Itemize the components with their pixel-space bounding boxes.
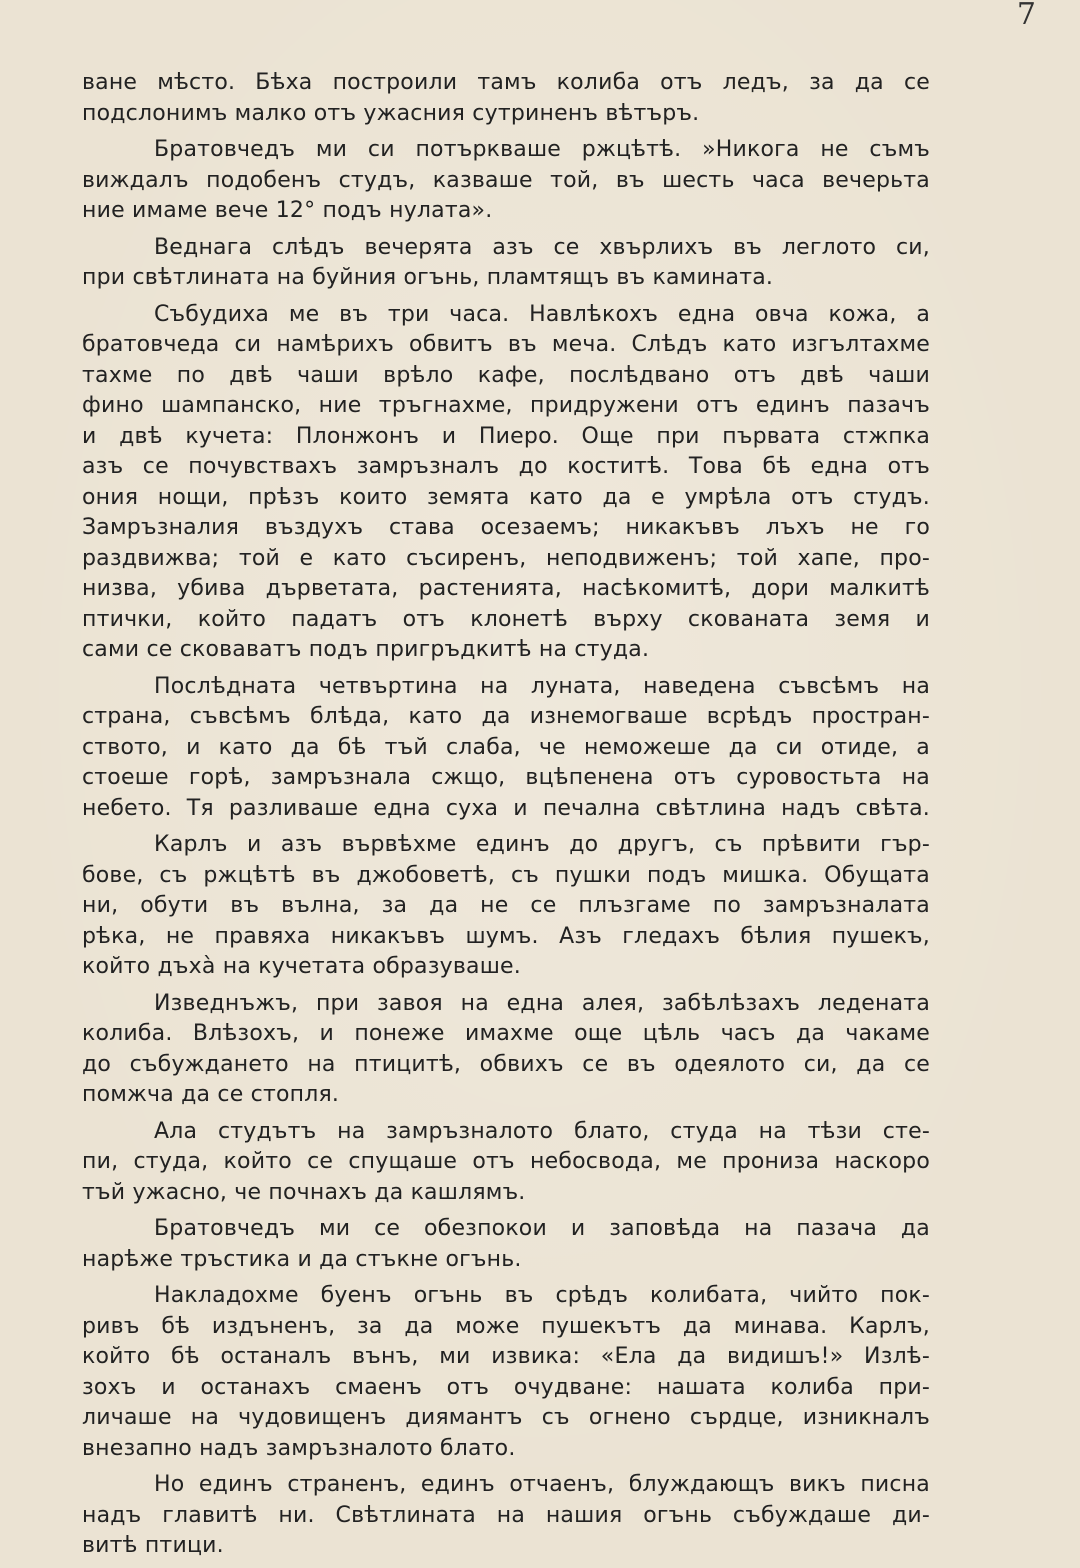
- text-line: ни, обути въ вълна, за да не се плъзгаме по замръзналата: [82, 893, 930, 918]
- text-line: до събуждането на птицитѣ, обвихъ се въ одеялото си, да се: [82, 1051, 930, 1077]
- paragraph-10: [82, 1281, 930, 1464]
- paragraph-9: [82, 1214, 930, 1275]
- paragraph-8: [82, 1117, 930, 1209]
- text-line: Братовчедъ ми си потъркваше ржцѣтѣ. »Никога не съмъ: [154, 137, 930, 162]
- text-line: азъ се почувствахъ замръзналъ до коститѣ. Това бѣ една отъ: [82, 454, 930, 479]
- text-line: нарѣже тръстика и да стъкне огънь.: [82, 1246, 522, 1272]
- text-line: Веднага слѣдъ вечерята азъ се хвърлихъ въ леглото си,: [154, 234, 930, 260]
- text-line: стоеше горѣ, замръзнала сжщо, вцѣпенена отъ суровостьта на: [82, 765, 930, 790]
- paragraph-3: [82, 233, 930, 294]
- text-line: подслонимъ малко отъ ужасния сутриненъ вѣтъръ.: [82, 100, 700, 126]
- text-line: ване мѣсто. Бѣха построили тамъ колиба отъ ледъ, за да се: [82, 70, 930, 95]
- paragraph-4: [82, 300, 930, 666]
- text-line: раздвижва; той е като съсиренъ, неподвиженъ; той хапе, про-: [82, 545, 930, 571]
- paragraph-1: [82, 68, 930, 129]
- text-line: Събудиха ме въ три часа. Навлѣкохъ една овча кожа, а: [154, 301, 930, 327]
- paragraph-2: [82, 135, 930, 227]
- text-line: пи, студа, който се спущаше отъ небосвода, ме прониза наскоро: [82, 1149, 930, 1174]
- text-line: Но единъ страненъ, единъ отчаенъ, блуждающъ викъ писна: [154, 1472, 930, 1497]
- text-line: рѣка, не правяха никакъвъ шумъ. Азъ гледахъ бѣлия пушекъ,: [82, 923, 930, 949]
- paragraph-6: [82, 830, 930, 983]
- text-line: който бѣ останалъ вънъ, ми извика: «Ела да видишъ!» Излѣ-: [82, 1344, 930, 1369]
- text-line: Карлъ и азъ вървѣхме единъ до другъ, съ прѣвити гър-: [154, 832, 930, 857]
- paragraph-11: [82, 1470, 930, 1562]
- text-line: внезапно надъ замръзналото блато.: [82, 1435, 516, 1461]
- text-line: Послѣдната четвъртина на луната, наведена съвсѣмъ на: [154, 673, 930, 699]
- text-line: ония нощи, прѣзъ които земята като да е умрѣла отъ студъ.: [82, 484, 930, 510]
- text-line: сами се сковаватъ подъ пригръдкитѣ на студа.: [82, 637, 650, 662]
- paragraph-5: [82, 672, 930, 825]
- text-line: Изведнъжъ, при завоя на една алея, забѣлѣзахъ ледената: [154, 990, 930, 1016]
- text-line: фино шампанско, ние тръгнахме, придружени отъ единъ пазачъ: [82, 393, 930, 418]
- text-line: личаше на чудовищенъ диямантъ съ огнено сърдце, изникналъ: [82, 1405, 930, 1430]
- text-line: тахме по двѣ чаши врѣло кафе, послѣдвано отъ двѣ чаши: [82, 362, 930, 388]
- text-line: колиба. Влѣзохъ, и понеже имахме още цѣль часъ да чакаме: [82, 1021, 930, 1046]
- text-line: Братовчедъ ми се обезпокои и заповѣда на пазача да: [154, 1216, 930, 1241]
- text-line: низва, убива дърветата, растенията, насѣкомитѣ, дори малкитѣ: [82, 576, 930, 601]
- text-line: витѣ птици.: [82, 1533, 224, 1558]
- text-line: при свѣтлината на буйния огънь, пламтящъ въ камината.: [82, 265, 774, 290]
- text-line: Замръзналия въздухъ става осезаемъ; никакъвъ лъхъ не го: [82, 515, 930, 540]
- text-line: птички, който падатъ отъ клонетѣ върху скованата земя и: [82, 606, 930, 632]
- text-line: ривъ бѣ издъненъ, за да може пушекътъ да минава. Карлъ,: [82, 1313, 930, 1339]
- text-line: зохъ и останахъ смаенъ отъ очудване: нашата колиба при-: [82, 1374, 930, 1400]
- text-line: който дъхà на кучетата образуваше.: [82, 954, 521, 979]
- text-line: ството, и като да бѣ тъй слаба, че неможеше да си отиде, а: [82, 734, 930, 760]
- paragraph-7: [82, 989, 930, 1111]
- text-line: небето. Тя разливаше една суха и печална свѣтлина надъ свѣта.: [82, 795, 930, 821]
- text-line: ние имаме вече 12° подъ нулата».: [82, 198, 493, 223]
- text-line: бове, съ ржцѣтѣ въ джобоветѣ, съ пушки подъ мишка. Обущата: [82, 862, 930, 888]
- text-line: надъ главитѣ ни. Свѣтлината на нашия огънь събуждаше ди-: [82, 1502, 930, 1528]
- text-line: виждалъ подобенъ студъ, казваше той, въ шесть часа вечерьта: [82, 167, 930, 193]
- body-text: [82, 68, 930, 1568]
- text-line: и двѣ кучета: Плонжонъ и Пиеро. Още при първата стжпка: [82, 423, 930, 449]
- text-line: Ала студътъ на замръзналото блато, студа на тѣзи сте-: [154, 1118, 930, 1144]
- text-line: страна, съвсѣмъ блѣда, като да изнемогваше всрѣдъ простран-: [82, 704, 930, 729]
- text-line: тъй ужасно, че почнахъ да кашлямъ.: [82, 1179, 526, 1205]
- page-number: 7: [1016, 0, 1036, 32]
- text-line: братовчеда си намѣрихъ обвитъ въ мечa. Слѣдъ като изгълтахме: [82, 332, 930, 357]
- text-line: Накладохме буенъ огънь въ срѣдъ колибата, чийто пок-: [154, 1283, 930, 1308]
- text-line: помжча да се стопля.: [82, 1082, 340, 1107]
